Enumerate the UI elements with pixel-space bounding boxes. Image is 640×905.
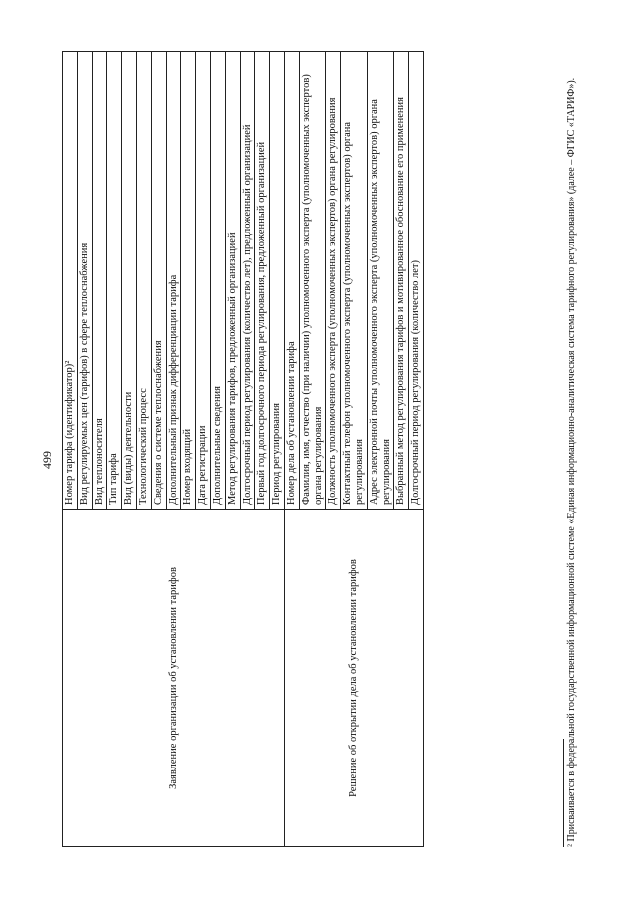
field-name-cell: Номер входящий [181, 52, 196, 510]
section-title: Заявление организации об установлении тарифов [63, 510, 285, 847]
field-name-cell: Сведения о системе теплоснабжения [151, 52, 166, 510]
field-name-cell: Дополнительный признак дифференциации тарифа [166, 52, 181, 510]
field-name-cell: Тип тарифа [107, 52, 122, 510]
field-name-cell: Дата регистрации [196, 52, 211, 510]
section-title: Решение об открытии дела об установлении тарифов [284, 510, 423, 847]
tariff-data-table [62, 51, 424, 847]
field-name-cell: Вид (виды) деятельности [122, 52, 137, 510]
table-row [284, 52, 299, 847]
field-name-cell: Фамилия, имя, отчество (при наличии) уполномоченного эксперта (уполномоченных экспертов) органа регулирования [299, 52, 326, 510]
field-name-cell: Долгосрочный период регулирования (количество лет), предложенный организацией [240, 52, 255, 510]
field-name-cell: Контактный телефон уполномоченного эксперта (уполномоченных экспертов) органа регулирования [341, 52, 368, 510]
field-name-cell: Номер тарифа (идентификатор)² [63, 52, 78, 510]
field-name-cell: Адрес электронной почты уполномоченного эксперта (уполномоченных экспертов) органа регулирования [367, 52, 394, 510]
footnote-separator [563, 739, 564, 847]
field-name-cell: Технологический процесс [136, 52, 151, 510]
field-name-cell: Вид теплоносителя [92, 52, 107, 510]
field-name-cell: Первый год долгосрочного периода регулирования, предложенный организацией [255, 52, 270, 510]
field-name-cell: Метод регулирования тарифов, предложенный организацией [225, 52, 240, 510]
page-number: 499 [40, 451, 54, 469]
field-name-cell: Период регулирования [270, 52, 285, 510]
field-name-cell: Вид регулируемых цен (тарифов) в сфере теплоснабжения [77, 52, 92, 510]
table-row [63, 52, 78, 847]
field-name-cell: Номер дела об установлении тарифа [284, 52, 299, 510]
footnote: ² Присваивается в федеральной государственной информационной системе «Единая информационно-аналитическая система тарифного регулирования» (далее – ФГИС «ТАРИФ»). [566, 77, 577, 847]
field-name-cell: Дополнительные сведения [210, 52, 225, 510]
field-name-cell: Должность уполномоченного эксперта (уполномоченных экспертов) органа регулирования [326, 52, 341, 510]
field-name-cell: Долгосрочный период регулирования (количество лет) [409, 52, 424, 510]
field-name-cell: Выбранный метод регулирования тарифов и мотивированное обоснование его применения [394, 52, 409, 510]
